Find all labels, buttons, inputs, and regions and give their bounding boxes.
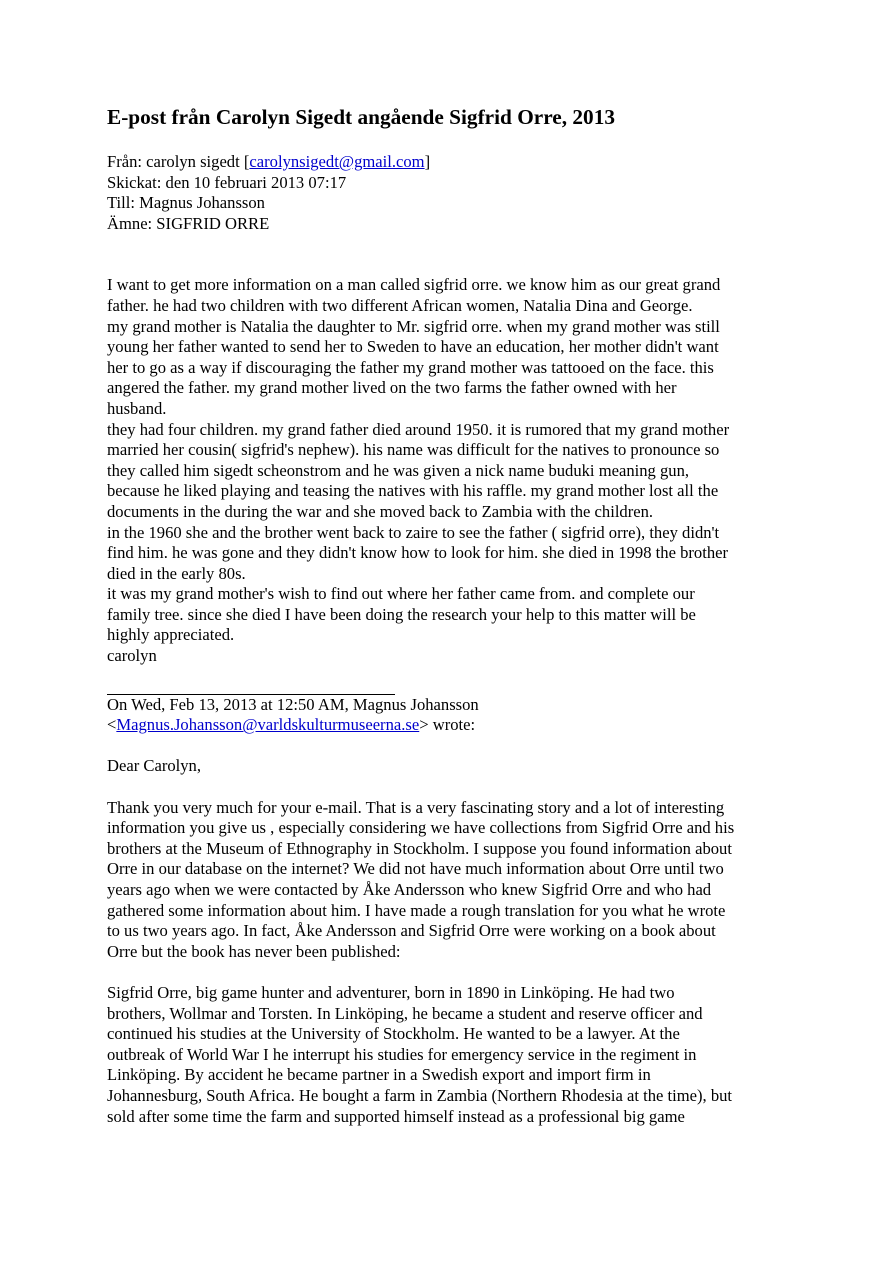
reply-line: brothers, Wollmar and Torsten. In Linköping, he became a student and reserve officer and	[107, 1003, 703, 1023]
message-line: died in the early 80s.	[107, 563, 246, 583]
message-line: in the 1960 she and the brother went back to zaire to see the father ( sigfrid orre), they didn't	[107, 522, 720, 542]
message-line: highly appreciated.	[107, 625, 235, 645]
reply-line: Orre but the book has never been published:	[107, 941, 401, 961]
message-line: it was my grand mother's wish to find out where her father came from. and complete our	[107, 584, 695, 604]
greeting: Dear Carolyn,	[107, 756, 201, 776]
reply-line: continued his studies at the University of Stockholm. He wanted to be a lawyer. At the	[107, 1024, 680, 1044]
quote-suffix: > wrote:	[419, 715, 476, 735]
reply-line: Johannesburg, South Africa. He bought a farm in Zambia (Northern Rhodesia at the time), but	[107, 1085, 733, 1105]
reply-paragraph-2	[107, 983, 797, 1127]
message-line: husband.	[107, 398, 167, 418]
reply-line: Sigfrid Orre, big game hunter and adventurer, born in 1890 in Linköping. He had two	[107, 982, 675, 1002]
message-line: family tree. since she died I have been doing the research your help to this matter will be	[107, 604, 696, 624]
document-title: E-post från Carolyn Sigedt angående Sigfrid Orre, 2013	[107, 105, 615, 129]
sender-email-link[interactable]: Magnus.Johansson@varldskulturmuseerna.se	[116, 715, 420, 735]
reply-line: gathered some information about him. I have made a rough translation for you what he wrote	[107, 900, 726, 920]
quote-header	[107, 695, 797, 736]
from-email-link[interactable]: carolynsigedt@gmail.com	[249, 152, 425, 171]
message-line: I want to get more information on a man called sigfrid orre. we know him as our great grand	[107, 275, 721, 295]
message-line: young her father wanted to send her to Sweden to have an education, her mother didn't want	[107, 337, 719, 357]
message-line: because he liked playing and teasing the natives with his raffle. my grand mother lost all the	[107, 481, 719, 501]
quote-sender-line	[107, 715, 797, 736]
message-line: find him. he was gone and they didn't know how to look for him. she died in 1998 the brother	[107, 543, 729, 563]
message-line: married her cousin( sigfrid's nephew). his name was difficult for the natives to pronounce so	[107, 440, 720, 460]
from-line	[107, 152, 797, 173]
signature: carolyn	[107, 646, 157, 666]
message-line: my grand mother is Natalia the daughter to Mr. sigfrid orre. when my grand mother was still	[107, 316, 720, 336]
reply-line: Linköping. By accident he became partner in a Swedish export and import firm in	[107, 1065, 651, 1085]
to-line: Till: Magnus Johansson	[107, 193, 265, 213]
quote-line: On Wed, Feb 13, 2013 at 12:50 AM, Magnus Johansson	[107, 694, 479, 714]
message-line: her to go as a way if discouraging the father my grand mother was tattooed on the face. this	[107, 357, 714, 377]
reply-line: to us two years ago. In fact, Åke Andersson and Sigfrid Orre were working on a book about	[107, 921, 716, 941]
reply-line: sold after some time the farm and supported himself instead as a professional big game	[107, 1106, 685, 1126]
message-line: documents in the during the war and she moved back to Zambia with the children.	[107, 501, 654, 521]
message-line: they called him sigedt scheonstrom and he was given a nick name buduki meaning gun,	[107, 460, 690, 480]
reply-paragraph-1	[107, 798, 797, 963]
reply-line: information you give us , especially considering we have collections from Sigfrid Orre and his	[107, 818, 735, 838]
reply-line: brothers at the Museum of Ethnography in Stockholm. I suppose you found information about	[107, 838, 732, 858]
reply-line: Orre in our database on the internet? We did not have much information about Orre until two	[107, 859, 724, 879]
reply-line: years ago when we were contacted by Åke Andersson who knew Sigfrid Orre and who had	[107, 880, 712, 899]
from-prefix: Från: carolyn sigedt [	[107, 152, 250, 171]
quote-prefix: <	[107, 715, 117, 735]
reply-line: outbreak of World War I he interrupt his studies for emergency service in the regiment in	[107, 1044, 697, 1064]
message-body-1	[107, 275, 797, 666]
subject-line: Ämne: SIGFRID ORRE	[107, 213, 270, 233]
reply-line: Thank you very much for your e-mail. That is a very fascinating story and a lot of interesting	[107, 797, 725, 817]
email-header	[107, 152, 797, 234]
message-line: angered the father. my grand mother lived on the two farms the father owned with her	[107, 378, 677, 398]
sent-line: Skickat: den 10 februari 2013 07:17	[107, 172, 347, 192]
from-suffix: ]	[424, 152, 431, 171]
message-line: they had four children. my grand father died around 1950. it is rumored that my grand mother	[107, 419, 730, 439]
message-line: father. he had two children with two different African women, Natalia Dina and George.	[107, 295, 693, 315]
document-page	[107, 104, 797, 1127]
